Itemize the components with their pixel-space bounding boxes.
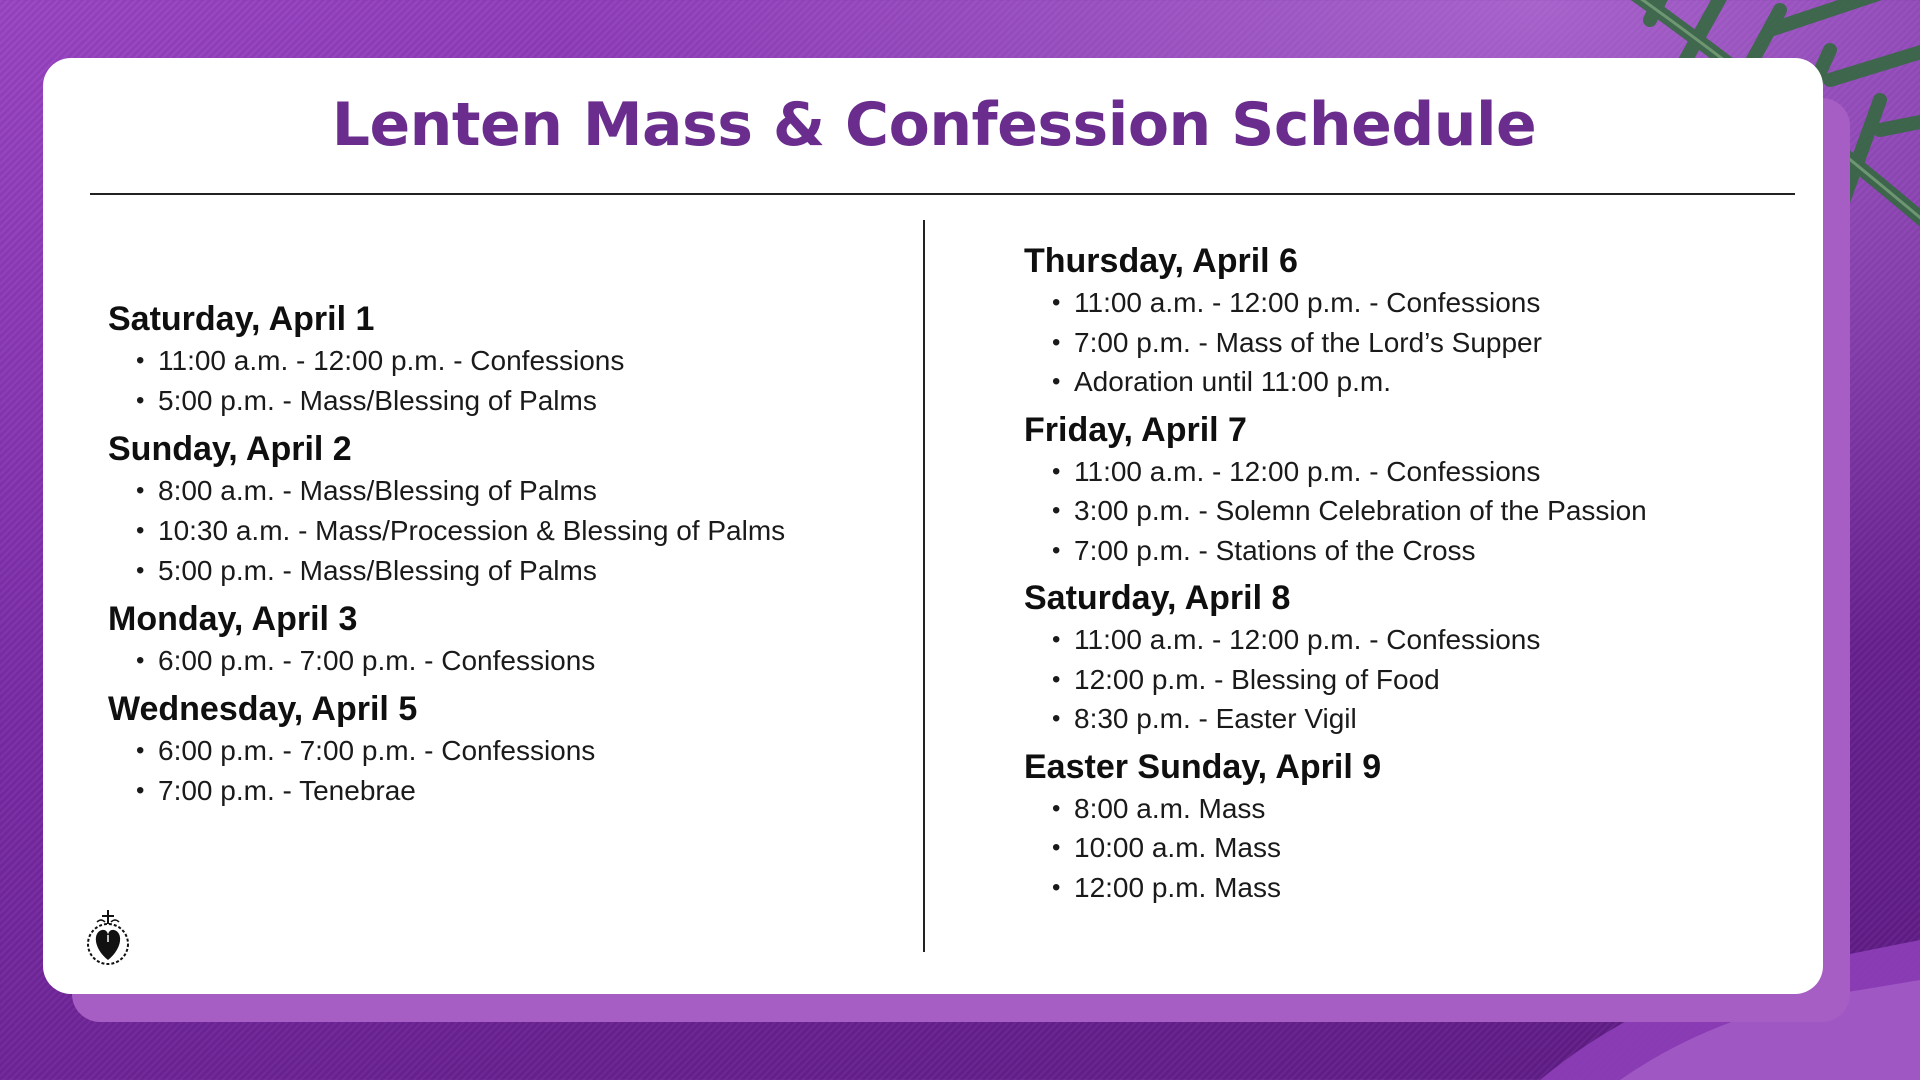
day-heading: Thursday, April 6 [1024, 242, 1298, 280]
event-item: • 8:00 a.m. - Mass/Blessing of Palms [136, 471, 785, 511]
event-item: • 8:00 a.m. Mass [1052, 789, 1647, 829]
title-divider [90, 193, 1795, 195]
event-list [108, 471, 785, 591]
event-item: • 10:30 a.m. - Mass/Procession & Blessing of Palms [136, 511, 785, 551]
event-item: • 7:00 p.m. - Stations of the Cross [1052, 531, 1647, 571]
day-block [108, 687, 785, 811]
day-block [1024, 576, 1647, 739]
day-block [108, 427, 785, 591]
event-list [1024, 789, 1647, 908]
event-list [108, 341, 785, 421]
day-block [108, 597, 785, 681]
day-heading: Monday, April 3 [108, 600, 358, 638]
event-item: • 11:00 a.m. - 12:00 p.m. - Confessions [136, 341, 785, 381]
day-block [1024, 239, 1647, 402]
event-item: • 5:00 p.m. - Mass/Blessing of Palms [136, 551, 785, 591]
right-schedule-column [1024, 239, 1647, 913]
day-heading: Wednesday, April 5 [108, 690, 418, 728]
day-heading: Friday, April 7 [1024, 410, 1247, 449]
day-heading: Sunday, April 2 [108, 430, 352, 468]
event-item: • 12:00 p.m. Mass [1052, 868, 1647, 908]
day-heading: Saturday, April 1 [108, 300, 375, 338]
event-list [1024, 283, 1647, 402]
event-item: • 11:00 a.m. - 12:00 p.m. - Confessions [1052, 283, 1647, 323]
event-item: • 6:00 p.m. - 7:00 p.m. - Confessions [136, 641, 785, 681]
event-item: • 7:00 p.m. - Mass of the Lord’s Supper [1052, 323, 1647, 363]
page-title: Lenten Mass & Confession Schedule [331, 90, 1537, 160]
event-list [108, 731, 785, 811]
event-list [108, 641, 785, 681]
event-list [1024, 620, 1647, 739]
column-divider [923, 220, 925, 952]
event-item: • 11:00 a.m. - 12:00 p.m. - Confessions [1052, 620, 1647, 660]
sacred-heart-logo-icon [83, 908, 133, 968]
day-block [1024, 408, 1647, 571]
event-item: • 6:00 p.m. - 7:00 p.m. - Confessions [136, 731, 785, 771]
event-item: • 7:00 p.m. - Tenebrae [136, 771, 785, 811]
event-item: • Adoration until 11:00 p.m. [1052, 362, 1647, 402]
event-item: • 12:00 p.m. - Blessing of Food [1052, 660, 1647, 700]
event-item: • 8:30 p.m. - Easter Vigil [1052, 699, 1647, 739]
day-heading: Saturday, April 8 [1024, 579, 1291, 617]
left-schedule-column [108, 297, 785, 817]
day-block [108, 297, 785, 421]
event-list [1024, 452, 1647, 571]
event-item: • 5:00 p.m. - Mass/Blessing of Palms [136, 381, 785, 421]
event-item: • 11:00 a.m. - 12:00 p.m. - Confessions [1052, 452, 1647, 492]
event-item: • 10:00 a.m. Mass [1052, 828, 1647, 868]
day-heading: Easter Sunday, April 9 [1024, 747, 1382, 786]
day-block [1024, 745, 1647, 908]
event-item: • 3:00 p.m. - Solemn Celebration of the Passion [1052, 491, 1647, 531]
